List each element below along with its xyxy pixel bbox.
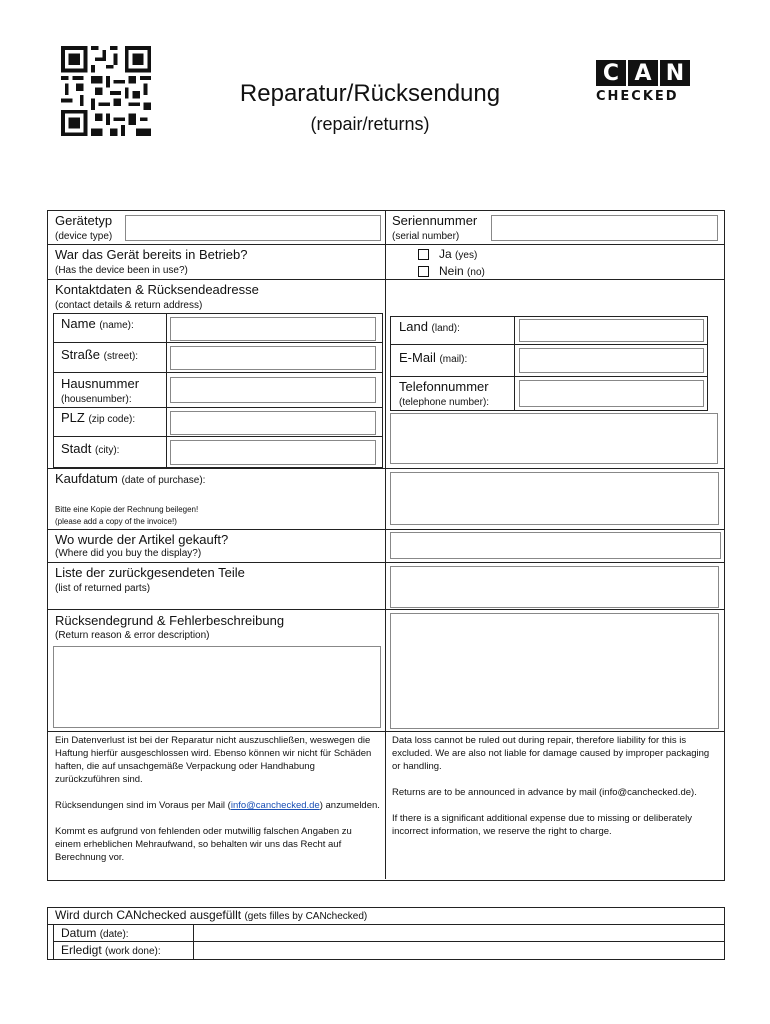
office-done-text: Erledigt (61, 943, 102, 957)
in-use-label: War das Gerät bereits in Betrieb? (55, 247, 248, 262)
street-sub: (street): (103, 351, 139, 362)
street-label (61, 347, 138, 362)
returned-parts-sublabel: (list of returned parts) (55, 583, 151, 594)
device-type-sublabel: (device type) (55, 231, 113, 242)
disclaimer-english (392, 734, 718, 851)
disclaimer-en-p2: Returns are to be announced in advance by mail (info@canchecked.de). (392, 787, 697, 798)
disclaimer-de-p3: Kommt es aufgrund von fehlenden oder mutwillig falschen Angaben zu einem erheblichen Mehraufwand, so behalten wir uns das Recht auf Berechnung vor. (55, 826, 352, 863)
column-divider (385, 210, 386, 879)
city-input[interactable] (170, 440, 376, 465)
housenumber-sublabel: (housenumber): (61, 394, 132, 405)
logo-boxes (596, 60, 694, 86)
office-use-label (55, 908, 367, 922)
divider (166, 313, 167, 467)
yes-sublabel: (yes) (455, 250, 478, 261)
purchase-date-label (55, 471, 205, 486)
serial-number-label: Seriennummer (392, 213, 478, 228)
office-text: Wird durch CANchecked ausgefüllt (55, 908, 242, 922)
office-date-label (61, 926, 129, 940)
page-title: Reparatur/Rücksendung (239, 80, 501, 107)
office-sub: (gets filles by CANchecked) (244, 911, 368, 922)
where-bought-sublabel: (Where did you buy the display?) (55, 548, 202, 559)
disclaimer-en-p3: If there is a significant additional expense due to missing or deliberately incorrect information, we reserve the right to charge. (392, 813, 692, 837)
email-input[interactable] (519, 348, 704, 373)
city-label (61, 441, 119, 456)
returned-parts-label: Liste der zurückgesendeten Teile (55, 565, 245, 580)
divider (53, 924, 54, 959)
office-date-text: Datum (61, 926, 97, 940)
reason-label: Rücksendegrund & Fehlerbeschreibung (55, 613, 285, 628)
device-type-label: Gerätetyp (55, 213, 113, 228)
in-use-yes-option[interactable] (418, 247, 477, 261)
email-label (399, 350, 467, 365)
office-done-input[interactable] (195, 942, 722, 957)
logo-letter-a: A (628, 60, 658, 86)
divider (53, 407, 382, 408)
housenumber-label: Hausnummer (61, 376, 140, 391)
page-subtitle: (repair/returns) (310, 114, 430, 134)
purchase-sub: (date of purchase): (121, 475, 206, 486)
serial-number-input[interactable] (491, 215, 718, 241)
zip-input[interactable] (170, 411, 376, 435)
invoice-note-en: (please add a copy of the invoice!) (55, 517, 177, 526)
name-text: Name (61, 316, 96, 331)
email-link[interactable]: info@canchecked.de (230, 800, 320, 811)
where-bought-label: Wo wurde der Artikel gekauft? (55, 532, 229, 547)
street-input[interactable] (170, 346, 376, 370)
name-sub: (name): (99, 320, 134, 331)
logo-checked-text: CHECKED (596, 89, 679, 104)
logo-letter-n: N (660, 60, 690, 86)
zip-text: PLZ (61, 410, 85, 425)
disclaimer-de-p1: Ein Datenverlust ist bei der Reparatur nicht auszuschließen, weswegen die Haftung hierfür ausgeschlossen wird. Ebenso können wir nicht für Schäden haften, die auf unsachgemäße Verpackung oder Handhabung zurückzuführen sind. (55, 735, 372, 785)
zip-label (61, 410, 135, 425)
in-use-no-option[interactable] (418, 264, 485, 278)
yes-label: Ja (439, 247, 452, 261)
p2-pre: Rücksendungen sind im Voraus per Mail ( (55, 800, 231, 811)
divider (514, 316, 515, 410)
country-text: Land (399, 319, 428, 334)
invoice-note: Bitte eine Kopie der Rechnung beilegen! (55, 505, 199, 514)
housenumber-input[interactable] (170, 377, 376, 403)
disclaimer-german (55, 734, 380, 877)
canchecked-logo (596, 60, 694, 110)
phone-input[interactable] (519, 380, 704, 407)
purchase-text: Kaufdatum (55, 471, 118, 486)
contact-sublabel: (contact details & return address) (55, 300, 203, 311)
reason-sublabel: (Return reason & error description) (55, 630, 210, 641)
office-done-sub: (work done): (105, 946, 161, 957)
disclaimer-en-p1: Data loss cannot be ruled out during repair, therefore liability for this is excluded. We are also not liable for damage caused by improper packaging or handling. (392, 735, 710, 772)
email-sub: (mail): (439, 354, 468, 365)
email-text: E-Mail (399, 350, 436, 365)
purchase-date-input[interactable] (390, 472, 719, 525)
phone-sublabel: (telephone number): (399, 397, 490, 408)
divider (53, 372, 382, 373)
no-label: Nein (439, 264, 464, 278)
in-use-sublabel: (Has the device been in use?) (55, 265, 188, 276)
qr-code (58, 46, 154, 136)
phone-label: Telefonnummer (399, 379, 489, 394)
name-input[interactable] (170, 317, 376, 341)
reason-input-right[interactable] (390, 613, 719, 729)
where-bought-input[interactable] (390, 532, 721, 559)
office-date-sub: (date): (99, 929, 129, 940)
no-sublabel: (no) (467, 267, 485, 278)
city-sub: (city): (94, 445, 120, 456)
name-label (61, 316, 134, 331)
country-input[interactable] (519, 319, 704, 342)
logo-letter-c: C (596, 60, 626, 86)
country-sub: (land): (431, 323, 460, 334)
office-date-input[interactable] (195, 925, 722, 940)
reason-input-left[interactable] (53, 646, 381, 728)
divider (53, 342, 382, 343)
city-text: Stadt (61, 441, 92, 456)
divider (193, 924, 194, 959)
country-label (399, 319, 460, 334)
checkbox-no[interactable] (418, 266, 429, 277)
divider (390, 376, 707, 377)
disclaimer-de-p2 (55, 799, 380, 812)
zip-sub: (zip code): (88, 414, 136, 425)
returned-parts-input[interactable] (390, 566, 719, 608)
address-extra-input[interactable] (390, 413, 718, 464)
checkbox-yes[interactable] (418, 249, 429, 260)
device-type-input[interactable] (125, 215, 381, 241)
p2-post: ) anzumelden. (319, 800, 380, 811)
street-text: Straße (61, 347, 101, 362)
serial-number-sublabel: (serial number) (392, 231, 460, 242)
office-done-label (61, 943, 161, 957)
divider (53, 436, 382, 437)
contact-label: Kontaktdaten & Rücksendeadresse (55, 282, 259, 297)
divider (390, 344, 707, 345)
